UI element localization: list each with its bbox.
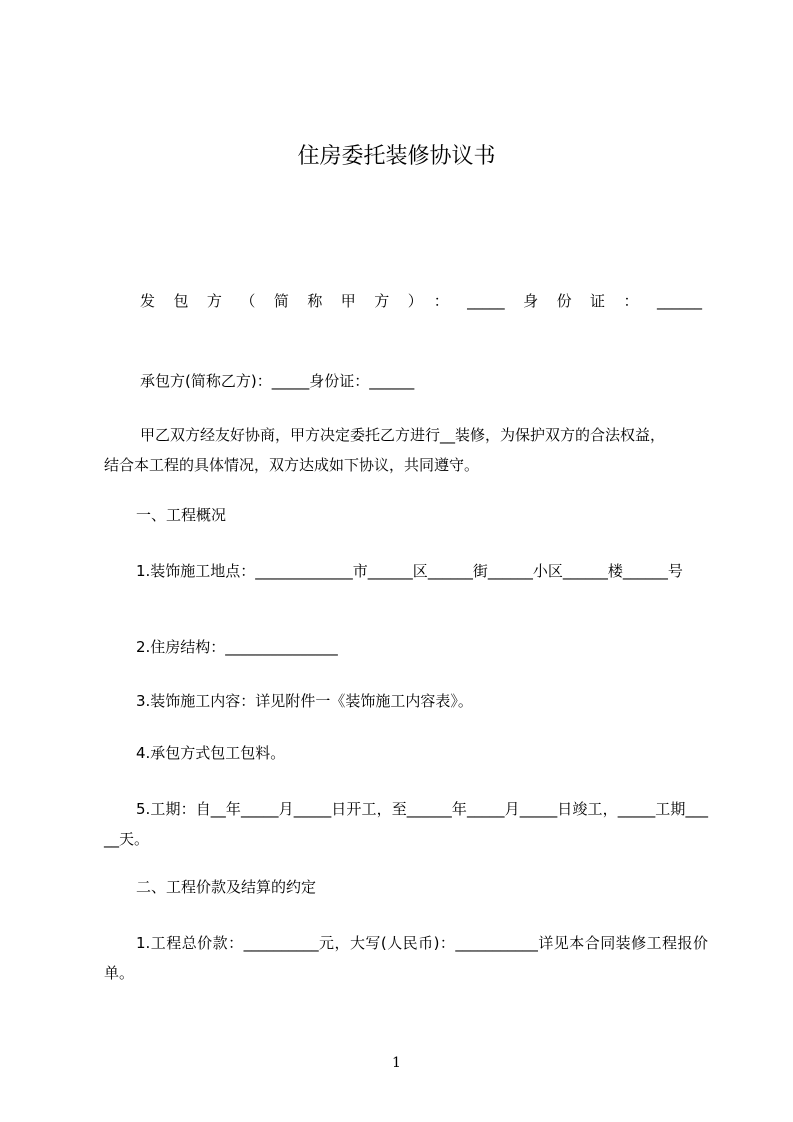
party-a-line: 发包方（简称甲方）：_____身份证：______ [140, 292, 702, 310]
item-1-3: 3.装饰施工内容：详见附件一《装饰施工内容表》。 [136, 692, 473, 710]
party-b-line: 承包方(简称乙方)：_____身份证：______ [140, 372, 415, 390]
item-1-5: 5.工期：自__年_____月_____日开工，至______年_____月_____日竣工，_____工期_____天。 [104, 800, 708, 848]
document-title: 住房委托装修协议书 [297, 144, 496, 169]
item-2-1: 1.工程总价款：__________元，大写(人民币)：___________详见本合同装修工程报价单。 [104, 934, 708, 982]
intro-line-1: 甲乙双方经友好协商，甲方决定委托乙方进行__装修，为保护双方的合法权益， [140, 426, 666, 444]
item-1-4: 4.承包方式包工包料。 [136, 744, 286, 762]
section-2-heading: 二、工程价款及结算的约定 [136, 878, 317, 896]
section-1-heading: 一、工程概况 [136, 506, 227, 524]
intro-line-2: 结合本工程的具体情况，双方达成如下协议，共同遵守。 [104, 456, 480, 474]
item-1-2: 2.住房结构：_______________ [136, 638, 338, 656]
item-1-1: 1.装饰施工地点：_____________市______区______街______小区______楼______号 [136, 562, 683, 580]
page-number: 1 [392, 1055, 401, 1071]
